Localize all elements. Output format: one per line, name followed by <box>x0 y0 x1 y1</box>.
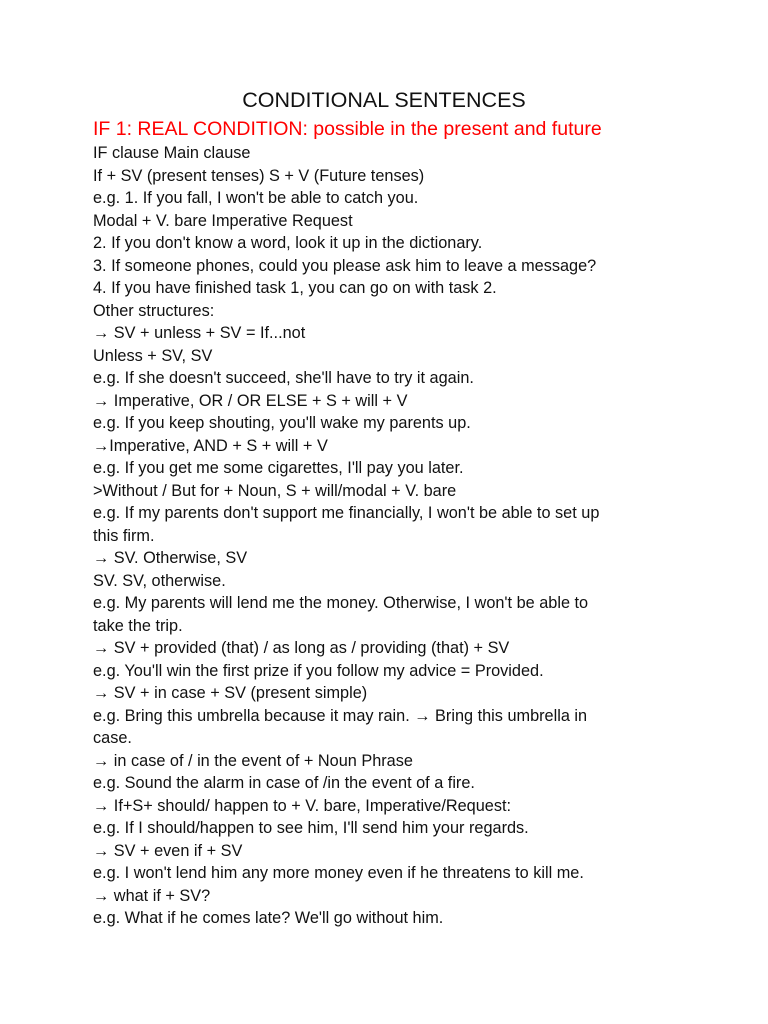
body-line: → SV + provided (that) / as long as / providing (that) + SV <box>93 639 510 657</box>
body-line: e.g. I won't lend him any more money even if he threatens to kill me. <box>93 864 584 882</box>
body-line: e.g. 1. If you fall, I won't be able to catch you. <box>93 189 419 207</box>
body-line: e.g. If my parents don't support me financially, I won't be able to set up <box>93 504 600 522</box>
body-line: Modal + V. bare Imperative Request <box>93 211 353 230</box>
body-line: → SV + even if + SV <box>93 841 243 860</box>
body-line: e.g. If you keep shouting, you'll wake my parents up. <box>93 414 471 432</box>
body-line: e.g. If she doesn't succeed, she'll have to try it again. <box>93 369 474 387</box>
body-line: Unless + SV, SV <box>93 346 213 365</box>
body-line: e.g. Bring this umbrella because it may rain. → Bring this umbrella in <box>93 706 588 725</box>
body-line: → SV + unless + SV = If...not <box>93 324 306 342</box>
body-line: >Without / But for + Noun, S + will/modal + V. bare <box>93 481 457 500</box>
body-line: → SV + in case + SV (present simple) <box>93 684 368 702</box>
body-line: 2. If you don't know a word, look it up in the dictionary. <box>93 234 483 252</box>
body-line: → SV. Otherwise, SV <box>93 549 248 567</box>
body-line: 4. If you have finished task 1, you can go on with task 2. <box>93 279 497 297</box>
body-line: case. <box>93 729 132 747</box>
body-line: →Imperative, AND + S + will + V <box>93 436 328 455</box>
body-line: e.g. If I should/happen to see him, I'll send him your regards. <box>93 819 529 837</box>
body-line: Other structures: <box>93 301 215 320</box>
body-line: → If+S+ should/ happen to + V. bare, Imperative/Request: <box>93 796 512 815</box>
body-line: → what if + SV? <box>93 886 211 905</box>
body-line: take the trip. <box>93 616 183 635</box>
body-line: e.g. If you get me some cigarettes, I'll pay you later. <box>93 459 464 477</box>
body-line: → in case of / in the event of + Noun Phrase <box>93 751 413 770</box>
document-body <box>93 142 673 930</box>
page-title: CONDITIONAL SENTENCES <box>242 88 526 112</box>
body-line: → Imperative, OR / OR ELSE + S + will + V <box>93 391 408 410</box>
body-line: e.g. What if he comes late? We'll go without him. <box>93 909 444 927</box>
body-line: e.g. My parents will lend me the money. Otherwise, I won't be able to <box>93 594 589 612</box>
body-line: e.g. You'll win the first prize if you follow my advice = Provided. <box>93 661 544 680</box>
body-line: If + SV (present tenses) S + V (Future tenses) <box>93 166 425 185</box>
body-line: SV. SV, otherwise. <box>93 571 226 590</box>
body-line: e.g. Sound the alarm in case of /in the event of a fire. <box>93 774 475 792</box>
body-line: 3. If someone phones, could you please ask him to leave a message? <box>93 256 597 275</box>
section-heading: IF 1: REAL CONDITION: possible in the present and future <box>93 118 602 140</box>
body-line: this firm. <box>93 526 155 545</box>
body-line: IF clause Main clause <box>93 144 251 162</box>
